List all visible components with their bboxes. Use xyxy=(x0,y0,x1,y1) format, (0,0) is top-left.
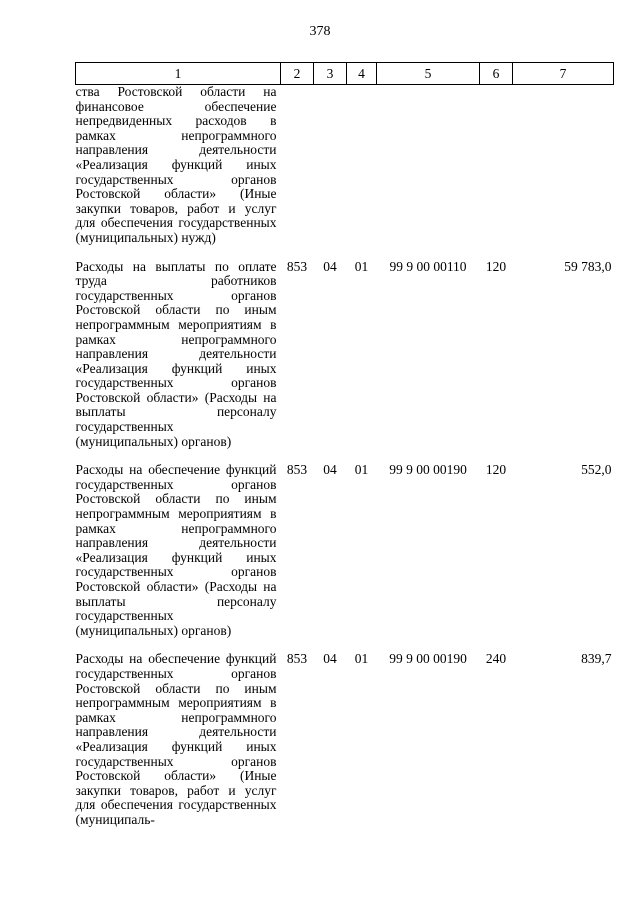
row-section: 04 xyxy=(323,651,337,667)
table-row xyxy=(76,260,614,464)
row-target-article xyxy=(377,85,480,260)
header-col-4: 4 xyxy=(347,63,377,85)
row-amount: 839,7 xyxy=(581,651,612,667)
row-description: Расходы на обеспечение функций государственных органов Ростовской области по иным непрограммным мероприятиям в рамках непрограммного направления деятельности «Реализация функций иных государственных органов Ростовской области» (Расходы на выплаты персоналу государственных (муниципальных) органов) xyxy=(75,462,277,638)
table-header xyxy=(76,63,614,85)
header-col-1: 1 xyxy=(76,63,281,85)
row-amount xyxy=(513,85,614,260)
header-row xyxy=(76,63,614,85)
row-section: 04 xyxy=(323,258,337,274)
page-number: 378 xyxy=(309,24,331,39)
row-expense-type: 120 xyxy=(485,462,507,478)
row-section xyxy=(314,85,347,260)
row-expense-type: 120 xyxy=(485,258,507,274)
header-col-6: 6 xyxy=(480,63,513,85)
row-amount: 59 783,0 xyxy=(564,258,612,274)
row-amount: 552,0 xyxy=(581,462,612,478)
budget-table xyxy=(75,62,614,828)
row-target-article: 99 9 00 00110 xyxy=(389,258,467,274)
header-col-3: 3 xyxy=(314,63,347,85)
table-row xyxy=(76,652,614,827)
row-expense-type xyxy=(480,85,513,260)
row-ministry xyxy=(281,85,314,260)
row-expense-type: 240 xyxy=(485,651,507,667)
row-description: Расходы на обеспечение функций государственных органов Ростовской области по иным непрограммным мероприятиям в рамках непрограммного направления деятельности «Реализация функций иных государственных органов Ростовской области» (Иные закупки товаров, работ и услуг для обеспечения государственных (муниципаль- xyxy=(75,651,277,827)
row-ministry: 853 xyxy=(286,258,308,274)
row-subsection xyxy=(347,85,377,260)
header-col-2: 2 xyxy=(281,63,314,85)
row-subsection: 01 xyxy=(354,651,369,667)
row-section: 04 xyxy=(323,462,337,478)
header-col-5: 5 xyxy=(377,63,480,85)
row-description: ства Ростовской области на финансовое обеспечение непредвиденных расходов в рамках непрограммного направления деятельности «Реализация функций иных государственных органов Ростовской области» (Иные закупки товаров, работ и услуг для обеспечения государственных (муниципальных) нужд) xyxy=(75,84,277,245)
row-target-article: 99 9 00 00190 xyxy=(389,651,467,667)
row-subsection: 01 xyxy=(354,462,369,478)
table-row xyxy=(76,85,614,260)
header-col-7: 7 xyxy=(513,63,614,85)
row-description: Расходы на выплаты по оплате труда работников государственных органов Ростовской области по иным непрограммным мероприятиям в рамках непрограммного направления деятельности «Реализация функций иных государственных органов Ростовской области» (Расходы на выплаты персоналу государственных (муниципальных) органов) xyxy=(75,258,277,449)
row-subsection: 01 xyxy=(354,258,369,274)
row-ministry: 853 xyxy=(286,462,308,478)
table-body xyxy=(76,85,614,828)
table-row xyxy=(76,463,614,652)
row-target-article: 99 9 00 00190 xyxy=(389,462,467,478)
row-ministry: 853 xyxy=(286,651,308,667)
